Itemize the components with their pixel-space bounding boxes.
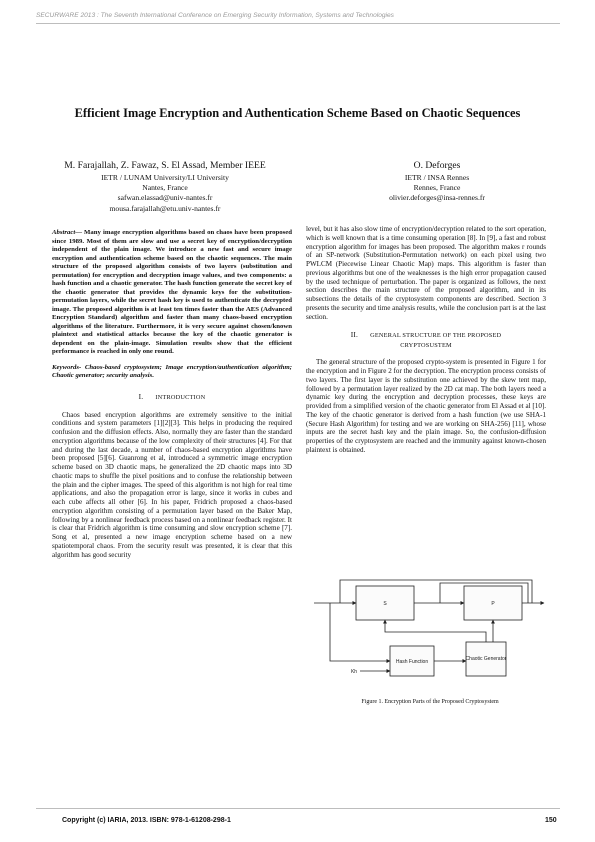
section-title: INTRODUCTION <box>155 393 206 401</box>
body-paragraph: The general structure of the proposed crypto-system is presented in Figure 1 for the encryption and in Figure 2 for the decryption. The encryption process consists of two layers. The first layer is the substitution one achieved by the skew tent map, followed by a permutation layer realized by the 2D cat map. The both layers need a dynamic key during the encryption and decryption processes, these keys are provided from a simplified version of the chaotic generator from El Assad et al [10]. The key of the chaotic generator is derived from a hash function (we use SHA-1 (Secure Hash Algorithm) for testing and we are working on SHA-256) [11], whose inputs are the secret hash key and the plain image. So, the confusion-diffusion properties of the cryptosystem are reached and the immunity against known-chosen plaintext is obtained. <box>306 358 546 454</box>
generator-to-s <box>385 620 486 642</box>
hash-function-label: Hash Function <box>395 659 429 665</box>
author-block-right <box>312 160 562 204</box>
key-label: Kh <box>350 669 358 675</box>
author-email[interactable]: mousa.farajallah@etu.univ-nantes.fr <box>109 203 221 213</box>
author-affiliation: IETR / LUNAM University/LI University <box>101 173 229 182</box>
author-names: O. Deforges <box>413 160 461 171</box>
right-column <box>306 225 546 455</box>
page-number: 150 <box>545 817 557 824</box>
footer-copyright: Copyright (c) IARIA, 2013. ISBN: 978-1-61208-298-1 <box>62 817 231 824</box>
abstract <box>52 229 292 357</box>
header-rule <box>36 23 560 24</box>
running-header: SECURWARE 2013 : The Seventh International Conference on Emerging Security Information, Systems and Technologies <box>36 12 394 19</box>
keywords: Keywords- Chaos-based cryptosystem; Image encryption/authentication algorithm; Chaotic generator; security analysis. <box>52 363 292 379</box>
author-block-left <box>40 160 290 214</box>
chaotic-generator-label: Chaotic Generator <box>465 656 507 662</box>
abstract-label: Abstract <box>52 229 76 236</box>
section-title-continued: CRYPTOSUSTEM <box>400 342 452 350</box>
section-heading <box>306 330 546 350</box>
body-paragraph: Chaos based encryption algorithms are extremely sensitive to the initial conditions and system parameters [1][2][3]. This helps in producing the required confusion and the diffusion effects. Also, normally they are faster than the standard encryption algorithms because of the low complexity of their structures [4]. For that and during the last decade, a number of chaos-based encryption algorithms have been proposed [5][6]. Guanrong et al, introduced a symmetric image encryption scheme based on 3D chaotic maps, he generalized the 2D chaotic maps into 3D chaotic maps to shuffle the pixel positions and to confuse the relationship between the plain and the cipher images. The speed of this algorithm is not high for real time applications, and also the propagation error is large, since it works in cubes and each cube affects all other [6]. In his paper, Fridrich proposed a chaos-based encryption algorithm consisting of a permutation layer based on the Baker Map, following by a nonlinear feedback process based on a nonlinear feedback register. It is clear that Fridrich algorithm is time consuming and slow encryption scheme [7]. Song et al, presented a new image encryption scheme based on a new spatiotemporal chaos. From the security result was presented, it is clear that this algorithm has good security <box>52 410 292 559</box>
section-heading <box>52 392 292 402</box>
left-column <box>52 229 292 559</box>
figure-caption: Figure 1. Encryption Parts of the Proposed Cryptosystem <box>361 699 499 705</box>
permutation-label: P <box>491 601 495 607</box>
abstract-text: — Many image encryption algorithms based on chaos have been proposed since 1989. Most of them are slow and use a secret key of encryption/decryption independent of the plain image. We introduce a new fast and secure image encryption and authentication scheme based on the chaotic sequences. The main structure of the proposed algorithm consists of two layers (substitution and permutation) for encryption and decryption image values, and two components: a hash function and a chaotic generator. The hash function generate the secret key of the chaotic generator that provides the dynamic keys for the substitution-permutation layers, while the secret hash key is used to authenticate the decrypted image. The proposed algorithm is at least ten times faster than the AES (Advanced Encryption Standard) algorithm and faster than many chaos-based encryption algorithms of the literature. Furthermore, it is very secure against chosen/known plaintext and statistical attacks because the key of the chaotic generator is dependent on the plain-image. Simulation results show that the efficient performance is reached in only one round. <box>52 229 292 355</box>
figure-encryption-diagram <box>310 576 548 684</box>
author-location: Nantes, France <box>142 183 188 193</box>
substitution-label: S <box>383 601 387 607</box>
author-location: Rennes, France <box>413 183 461 193</box>
author-names: M. Farajallah, Z. Fawaz, S. El Assad, Member IEEE <box>64 160 266 171</box>
author-email[interactable]: olivier.deforges@insa-rennes.fr <box>389 193 485 203</box>
section-number: II. <box>350 330 359 340</box>
body-paragraph: level, but it has also slow time of encryption/decryption related to the sort operation, which is well known that is a time consuming operation [8]. In [9], a fast and robust encryption algorithm for images has been proposed. The algorithm makes r rounds of an SP-network (Substitution-Permutation network) on each pixel using two PWLCM (Piecewise Linear Chaotic Map) maps. This algorithm is faster than previous algorithms but one of the weaknesses is the high error propagation caused by the used technique of perturbation. The paper is organized as follows, the next section describes the main structure of the proposed algorithm, and in its subsections the details of the cryptosystem components are described. Section 3 presents the security and time analysis results, while the conclusion part is at the last section. <box>306 225 546 321</box>
paper-title: Efficient Image Encryption and Authentication Scheme Based on Chaotic Sequences <box>74 106 521 120</box>
section-number: I. <box>138 391 144 401</box>
author-email[interactable]: safwan.elassad@univ-nantes.fr <box>117 193 213 203</box>
section-title: GENERAL STRUCTURE OF THE PROPOSED <box>370 332 502 340</box>
author-affiliation: IETR / INSA Rennes <box>404 173 470 182</box>
footer-rule <box>36 808 560 809</box>
